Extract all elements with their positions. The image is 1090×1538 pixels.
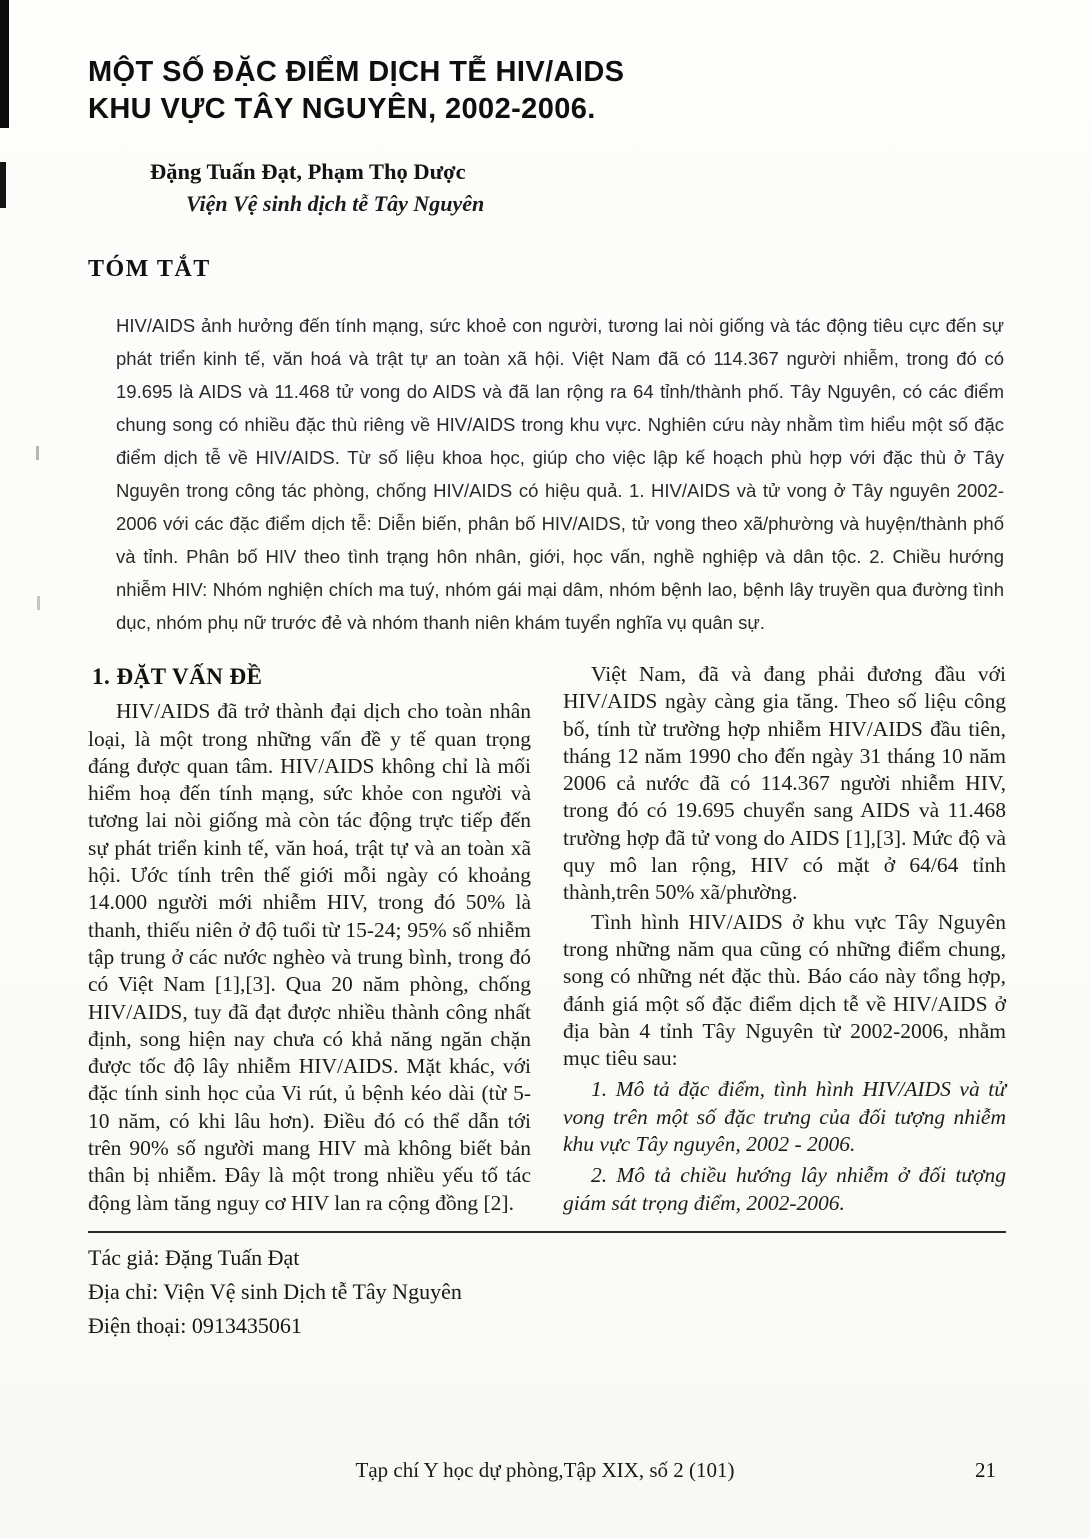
objective-2: 2. Mô tả chiều hướng lây nhiễm ở đối tượng giám sát trọng điểm, 2002-2006. <box>563 1163 1006 1215</box>
abstract-paragraph: HIV/AIDS ảnh hưởng đến tính mạng, sức khoẻ con người, tương lai nòi giống và tác động tiêu cực đến sự phát triển kinh tế, văn hoá và trật tự an toàn xã hội. Việt Nam đã có 114.367 người nhiễm, trong đó có 19.695 là AIDS và 11.468 tử vong do AIDS và đã lan rộng ra 64 tỉnh/thành phố. Tây Nguyên, có các điểm chung song có nhiều đặc thù riêng về HIV/AIDS trong khu vực. Nghiên cứu này nhằm tìm hiểu một số đặc điểm dịch tễ về HIV/AIDS. Từ số liệu khoa học, giúp cho việc lập kế hoạch phù hợp với đặc thù ở Tây Nguyên trong công tác phòng, chống HIV/AIDS có hiệu quả. 1. HIV/AIDS và tử vong ở Tây nguyên 2002-2006 với các đặc điểm dịch tễ: Diễn biến, phân bố HIV/AIDS, tử vong theo xã/phường và huyện/thành phố và tỉnh. Phân bố HIV theo tình trạng hôn nhân, giới, học vấn, nghề nghiệp và dân tộc. 2. Chiều hướng nhiễm HIV: Nhóm nghiện chích ma tuý, nhóm gái mại dâm, nhóm bệnh lao, bệnh lây truyền qua đường tình dục, nhóm phụ nữ trước đẻ và nhóm thanh niên khám tuyển nghĩa vụ quân sự. <box>116 315 1004 633</box>
objective-1: 1. Mô tả đặc điểm, tình hình HIV/AIDS và tử vong trên một số đặc trưng của đối tượng nhiễm khu vực Tây nguyên, 2002 - 2006. <box>563 1077 1006 1157</box>
two-column-body <box>88 661 1006 1217</box>
intro-paragraph: HIV/AIDS đã trở thành đại dịch cho toàn nhân loại, là một trong những vấn đề y tế quan trọng đáng được quan tâm. HIV/AIDS không chỉ là mối hiểm hoạ đến tính mạng, sức khỏe con người và tương lai nòi giống mà còn tác động trực tiếp đến sự phát triển kinh tế, văn hoá, trật tự và an toàn xã hội. Ước tính trên thế giới mỗi ngày có khoảng 14.000 người mới nhiễm HIV, trong đó 50% là thanh, thiếu niên ở độ tuổi từ 15-24; 95% số nhiễm tập trung ở các nước nghèo và trung bình, trong đó có Việt Nam [1],[3]. Qua 20 năm phòng, chống HIV/AIDS, tuy đã đạt được nhiều thành công nhất định, song hiện nay chưa có khả năng ngăn chặn được tốc độ lây nhiễm HIV/AIDS. Mặt khác, với đặc tính sinh học của Vi rút, ủ bệnh kéo dài (từ 5-10 năm, có khi lâu hơn). Điều đó có thể dẫn tới trên 90% số người mang HIV mà không biết bản thân bị nhiễm. Đây là một trong nhiều yếu tố tác động làm tăng nguy cơ HIV lan ra cộng đồng [2]. <box>88 699 531 1215</box>
vietnam-statistics-paragraph: Việt Nam, đã và đang phải đương đầu với HIV/AIDS ngày càng gia tăng. Theo số liệu công bố, tính từ trường hợp nhiễm HIV/AIDS đầu tiên, tháng 12 năm 1990 cho đến ngày 31 tháng 10 năm 2006 cả nước đã có 114.367 người nhiễm HIV, trong đó có 19.695 chuyển sang AIDS và 11.468 trường hợp đã tử vong do AIDS [1],[3]. Mức độ và quy mô lan rộng, HIV có mặt ở 64/64 tỉnh thành,trên 50% xã/phường. <box>563 662 1006 905</box>
affiliation: Viện Vệ sinh dịch tễ Tây Nguyên <box>186 191 485 216</box>
paper-title-line2: KHU VỰC TÂY NGUYÊN, 2002-2006. <box>88 93 596 125</box>
journal-footer-row <box>0 1458 1090 1486</box>
journal-citation: Tạp chí Y học dự phòng,Tập XIX, số 2 (101) <box>355 1458 735 1482</box>
right-column <box>563 661 1006 1217</box>
correspondence-footer <box>88 1231 1006 1343</box>
abstract-heading: TÓM TẮT <box>88 256 211 282</box>
footer-phone-line: Điện thoại: 0913435061 <box>88 1312 302 1338</box>
paper-title-line1: MỘT SỐ ĐẶC ĐIỂM DỊCH TỄ HIV/AIDS <box>88 56 625 88</box>
left-column <box>88 661 531 1217</box>
tay-nguyen-overview-paragraph: Tình hình HIV/AIDS ở khu vực Tây Nguyên trong những năm qua cũng có những điểm chung, song có những nét đặc thù. Báo cáo này tổng hợp, đánh giá một số đặc điểm dịch tễ về HIV/AIDS ở địa bàn 4 tỉnh Tây Nguyên từ 2002-2006, nhằm mục tiêu sau: <box>563 909 1006 1071</box>
section-1-heading: 1. ĐẶT VẤN ĐỀ <box>92 664 263 689</box>
page-number: 21 <box>975 1458 996 1482</box>
paper-title <box>88 54 1006 128</box>
footer-address-line: Địa chỉ: Viện Vệ sinh Dịch tễ Tây Nguyên <box>88 1278 462 1304</box>
authors: Đặng Tuấn Đạt, Phạm Thọ Dược <box>150 159 466 184</box>
footer-author-line: Tác giả: Đặng Tuấn Đạt <box>88 1244 300 1270</box>
